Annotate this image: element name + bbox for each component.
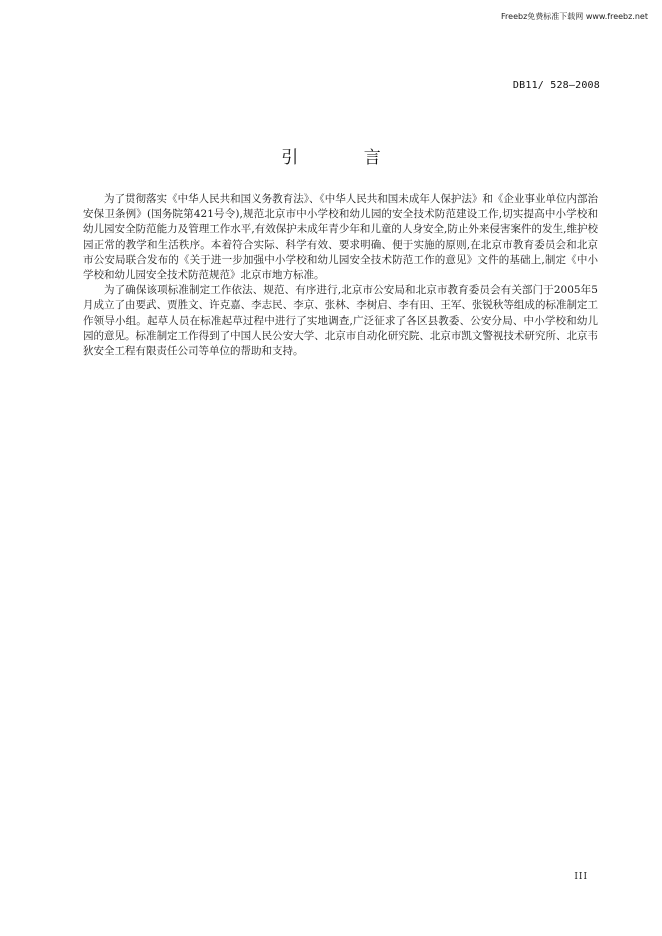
- page-number: III: [574, 872, 588, 882]
- paragraph-drafting: 为了确保该项标准制定工作依法、规范、有序进行,北京市公安局和北京市教育委员会有关部门于2005年5月成立了由要武、贾胜文、许克嘉、李志民、李京、张林、李树启、李有田、王军、张锐秋等组成的标准制定工作领导小组。起草人员在标准起草过程中进行了实地调查,广泛征求了各区县教委、公安分局、中小学校和幼儿园的意见。标准制定工作得到了中国人民公安大学、北京市自动化研究院、北京市凯文警视技术研究所、北京韦狄安全工程有限责任公司等单位的帮助和支持。: [83, 284, 598, 358]
- site-watermark: Freebz免费标准下载网 www.freebz.net: [501, 12, 648, 21]
- document-code: DB11/ 528—2008: [512, 80, 600, 91]
- paragraph-purpose: 为了贯彻落实《中华人民共和国义务教育法》、《中华人民共和国未成年人保护法》和《企业事业单位内部治安保卫条例》(国务院第421号令),规范北京市中小学校和幼儿园的安全技术防范建设工作,切实提高中小学校和幼儿园安全防范能力及管理工作水平,有效保护未成年青少年和儿童的人身安全,防止外来侵害案件的发生,维护校园正常的教学和生活秩序。本着符合实际、科学有效、要求明确、便于实施的原则,在北京市教育委员会和北京市公安局联合发布的《关于进一步加强中小学校和幼儿园安全技术防范工作的意见》文件的基础上,制定《中小学校和幼儿园安全技术防范规范》北京市地方标准。: [83, 193, 598, 282]
- page-title: 引 言: [281, 148, 411, 168]
- introduction-body: [83, 192, 598, 359]
